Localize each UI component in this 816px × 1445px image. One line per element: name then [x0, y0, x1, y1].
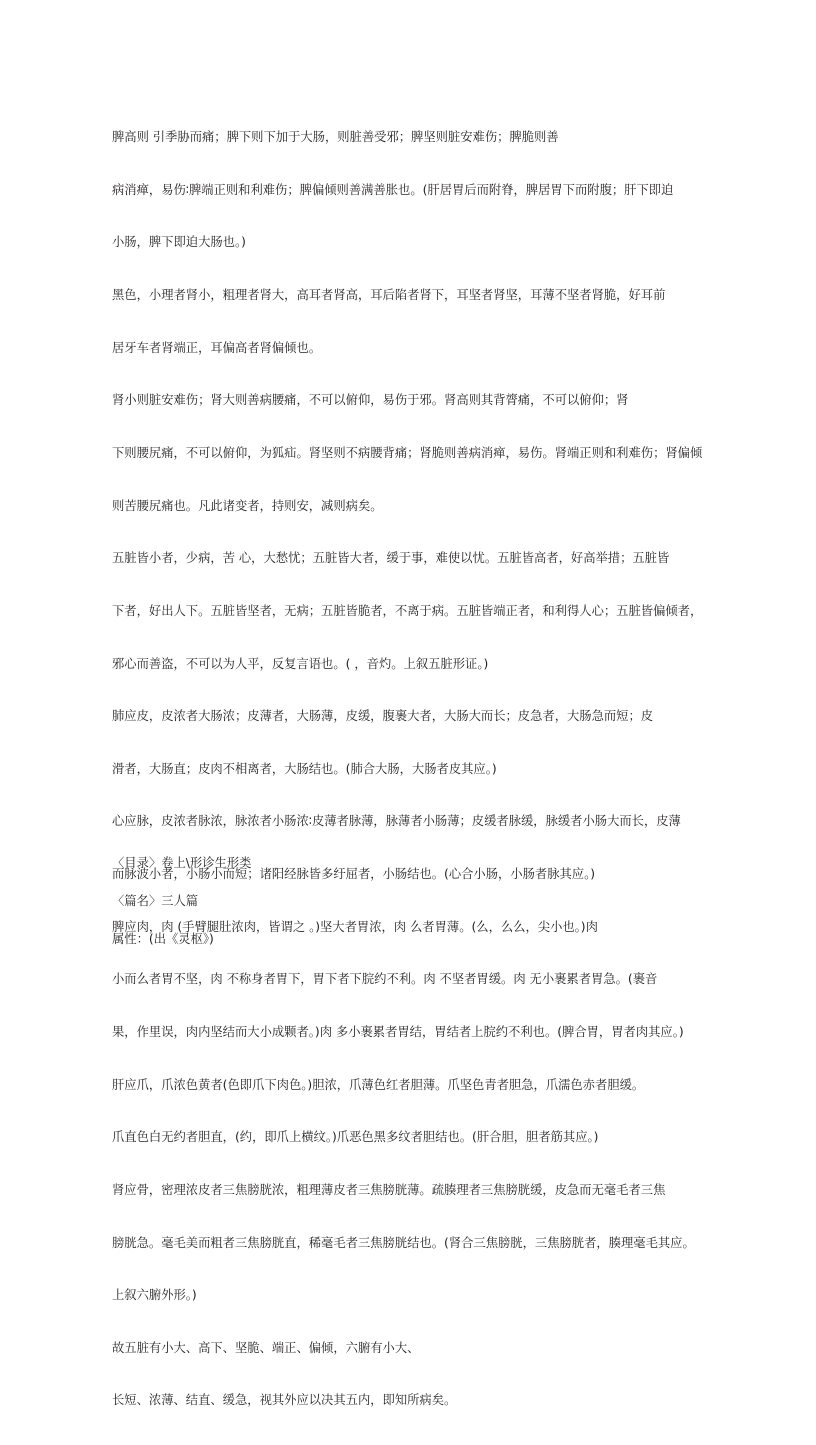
body-line: 爪直色白无约者胆直，(约，即爪上横纹。)爪恶色黑多纹者胆结也。(肝合胆，胆者筋其应。) [112, 1130, 599, 1145]
body-line: 长短、浓薄、结直、缓急，视其外应以决其五内，即知所病矣。 [112, 1393, 457, 1408]
body-line: 黑色，小理者肾小，粗理者肾大，高耳者肾高，耳后陷者肾下，耳坚者肾坚，耳薄不坚者肾脆，好耳前 [112, 288, 666, 303]
body-line: 而脉波小者，小肠小而短；诸阳经脉皆多纡屈者，小肠结也。(心合小肠，小肠者脉其应。) [112, 867, 596, 882]
body-line: 肝应爪，爪浓色黄者(色即爪下肉色。)胆浓，爪薄色红者胆薄。爪坚色青者胆急，爪濡色赤者胆缓。 [112, 1077, 645, 1092]
body-line: 心应脉，皮浓者脉浓，脉浓者小肠浓∶皮薄者脉薄，脉薄者小肠薄；皮缓者脉缓，脉缓者小肠大而长，皮薄 [112, 814, 681, 829]
body-line: 下则腰尻痛，不可以俯仰，为狐疝。肾坚则不病腰背痛；肾脆则善病消瘅，易伤。肾端正则和利难伤；肾偏倾 [112, 445, 703, 460]
body-line: 膀胱急。毫毛美而粗者三焦膀胱直，稀毫毛者三焦膀胱结也。(肾合三焦膀胱，三焦膀胱者，腠理毫毛其应。 [112, 1235, 695, 1250]
body-line: 肾小则脏安难伤；肾大则善病腰痛，不可以俯仰，易伤于邪。肾高则其背膂痛，不可以俯仰；肾 [112, 393, 629, 408]
body-line: 邪心而善盗，不可以为人平，反复言语也。( ，音灼。上叙五脏形证。) [112, 656, 489, 671]
body-line: 脾高则 引季胁而痛；脾下则下加于大肠，则脏善受邪；脾坚则脏安难伤；脾脆则善 [112, 130, 559, 145]
body-line: 小肠，脾下即迫大肠也。) [112, 235, 246, 250]
chapter-name-heading: 〈篇名〉三人篇 [112, 894, 199, 909]
attribute-line: 属性：(出《灵枢》) [112, 932, 214, 947]
body-line: 五脏皆小者，少病，苦 心，大愁忧；五脏皆大者，缓于事，难使以忧。五脏皆高者，好高举措；五脏皆 [112, 551, 670, 566]
body-line: 肾应骨，密理浓皮者三焦膀胱浓，粗理薄皮者三焦膀胱薄。疏腠理者三焦膀胱缓，皮急而无毫毛者三焦 [112, 1182, 666, 1197]
body-line: 病消瘅，易伤∶脾端正则和利难伤；脾偏倾则善满善胀也。(肝居胃后而附脊，脾居胃下而附腹；肝下即迫 [112, 182, 674, 197]
body-line: 肺应皮，皮浓者大肠浓；皮薄者，大肠薄，皮缓，腹裹大者，大肠大而长；皮急者，大肠急而短；皮 [112, 709, 654, 724]
body-line: 下者，好出人下。五脏皆坚者，无病；五脏皆脆者，不离于病。五脏皆端正者，和利得人心；五脏皆偏倾者， [112, 603, 703, 618]
body-line: 滑者，大肠直；皮肉不相离者，大肠结也。(肺合大肠，大肠者皮其应。) [112, 761, 497, 776]
body-line: 故五脏有小大、高下、坚脆、端正、偏倾，六腑有小大、 [112, 1340, 420, 1355]
body-line: 居牙车者肾端正，耳偏高者肾偏倾也。 [112, 340, 322, 355]
body-line: 果，作里误，肉内坚结而大小成颗者。)肉 多小裹累者胃结，胃结者上脘约不利也。(脾合胃，胃者肉其应。) [112, 1024, 684, 1039]
body-line: 小而么者胃不坚，肉 不称身者胃下，胃下者下脘约不利。肉 不坚者胃缓。肉 无小裹累者胃急。(裹音 [112, 972, 658, 987]
catalog-heading: 〈目录〉卷上\形诊生形类 [112, 856, 252, 870]
body-text-block [112, 94, 708, 1445]
body-line: 脾应肉，肉 (手臂腿肚浓肉，皆谓之 。)坚大者胃浓，肉 么者胃薄。(么，么么，尖小也。)肉 [112, 919, 598, 934]
heading-block [112, 855, 712, 949]
body-line: 则苦腰尻痛也。凡此诸变者，持则安，减则病矣。 [112, 498, 383, 513]
body-line: 上叙六腑外形。) [112, 1288, 197, 1303]
